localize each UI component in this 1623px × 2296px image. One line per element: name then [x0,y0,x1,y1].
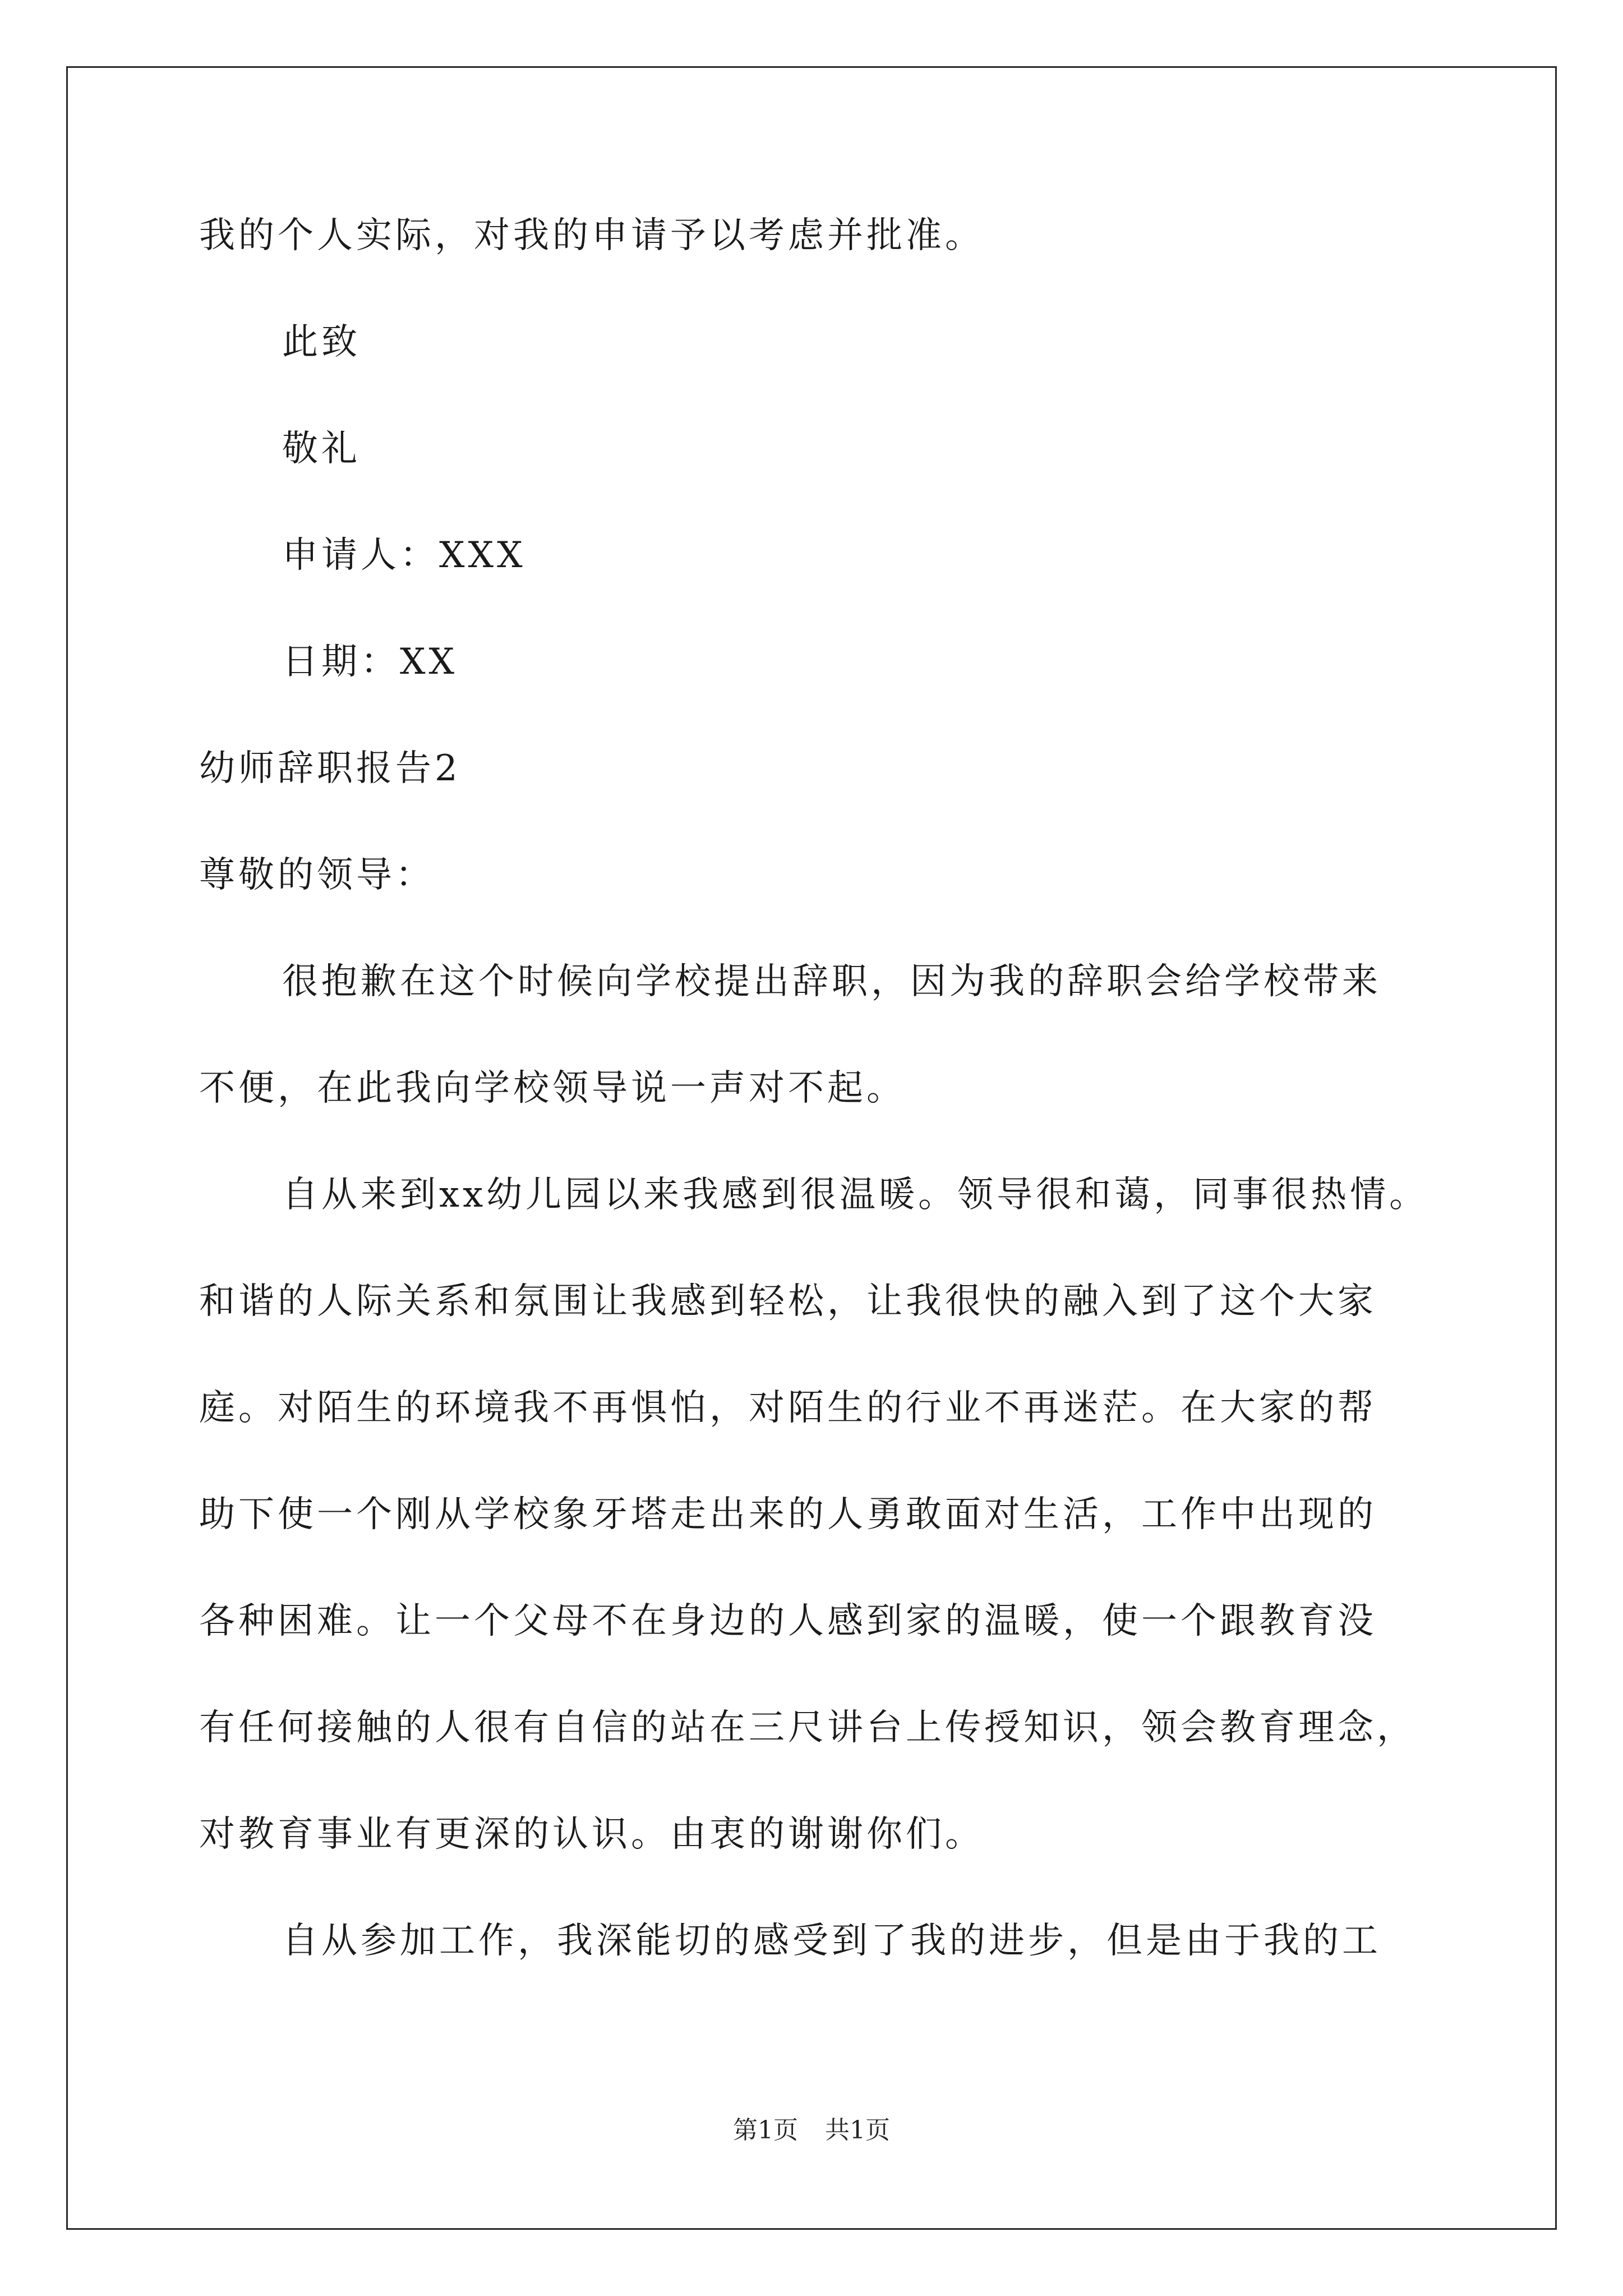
paragraph-line: 自从参加工作，我深能切的感受到了我的进步，但是由于我的工 [282,1920,1381,1962]
page-footer [0,2115,1623,2146]
page-border [66,66,1557,2230]
greeting-line: 尊敬的领导： [199,854,435,896]
section-title: 幼师辞职报告2 [199,748,461,789]
page-total: 共1页 [825,2116,890,2145]
paragraph-line: 有任何接触的人很有自信的站在三尺讲台上传授知识，领会教育理念， [199,1707,1416,1749]
closing-line: 此致 [282,321,361,363]
paragraph-line: 对教育事业有更深的认识。由衷的谢谢你们。 [199,1814,984,1855]
salutation-line: 敬礼 [282,428,361,470]
date-line: 日期：XX [282,641,458,683]
applicant-line: 申请人：XXX [282,535,526,576]
paragraph-line: 自从来到xx幼儿园以来我感到很温暖。领导很和蔼，同事很热情。 [282,1174,1429,1216]
paragraph-line: 不便，在此我向学校领导说一声对不起。 [199,1068,906,1109]
paragraph-line: 助下使一个刚从学校象牙塔走出来的人勇敢面对生活，工作中出现的 [199,1494,1377,1535]
paragraph-line: 很抱歉在这个时候向学校提出辞职，因为我的辞职会给学校带来 [282,961,1381,1002]
paragraph-line: 和谐的人际关系和氛围让我感到轻松，让我很快的融入到了这个大家 [199,1281,1377,1322]
page-number: 第1页 [733,2116,798,2145]
paragraph-line: 庭。对陌生的环境我不再惧怕，对陌生的行业不再迷茫。在大家的帮 [199,1387,1377,1429]
paragraph-line: 各种困难。让一个父母不在身边的人感到家的温暖，使一个跟教育没 [199,1600,1377,1642]
paragraph-line: 我的个人实际，对我的申请予以考虑并批准。 [199,215,984,256]
